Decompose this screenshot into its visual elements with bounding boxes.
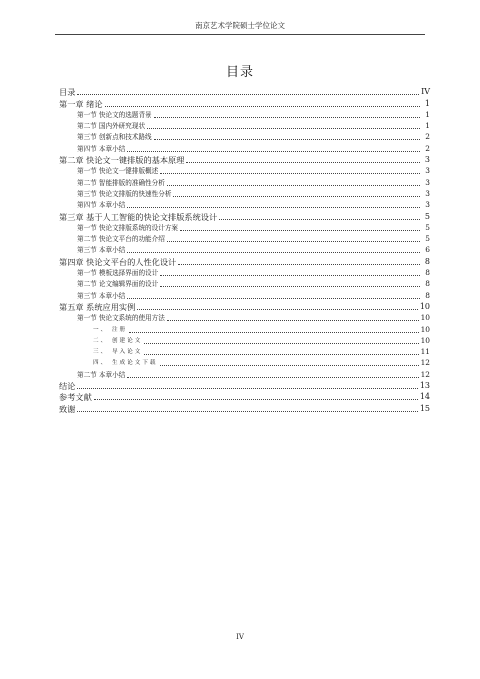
toc-entry[interactable]	[59, 312, 430, 323]
toc-entry-title: 第三节 快论文排版的快速性分析	[77, 189, 172, 198]
toc-entry[interactable]	[59, 233, 430, 244]
toc-entry-page: 3	[425, 177, 430, 187]
dot-leader	[178, 264, 420, 265]
toc-entry-page: 12	[420, 358, 430, 368]
toc-entry-title: 第三节 创新点和技术路线	[77, 133, 152, 142]
toc-entry-page: 5	[424, 211, 430, 221]
toc-entry-page: 10	[419, 301, 430, 311]
dot-leader	[144, 343, 418, 344]
dot-leader	[144, 354, 418, 355]
toc-entry[interactable]	[59, 188, 430, 199]
toc-entry-page: 11	[420, 347, 430, 357]
toc-entry[interactable]	[59, 176, 430, 187]
dot-leader	[105, 106, 420, 107]
toc-entry[interactable]	[59, 244, 430, 255]
toc-entry[interactable]	[59, 120, 430, 131]
dot-leader	[127, 207, 420, 208]
toc-entry[interactable]	[59, 255, 430, 266]
toc-entry-page: 5	[425, 234, 430, 244]
toc-entry-page: 3	[425, 200, 430, 210]
toc-entry-title: 第四章 快论文平台的人性化设计	[59, 256, 177, 267]
dot-leader	[77, 388, 417, 389]
toc-entry-page: 8	[425, 290, 430, 300]
dot-leader	[167, 185, 420, 186]
toc-entry-title: 二、 创建论文	[93, 337, 143, 344]
toc-entry-title: 目录	[59, 87, 76, 98]
toc-entry[interactable]	[59, 289, 430, 300]
toc-entry[interactable]	[59, 357, 430, 368]
toc-entry-title: 第二章 快论文一键排版的基本原理	[59, 155, 185, 166]
dot-leader	[186, 162, 420, 163]
dot-leader	[137, 309, 418, 310]
toc-entry-page: 2	[425, 132, 430, 142]
toc-entry-title: 第一节 快论文排版系统的设计方案	[77, 223, 179, 232]
toc-entry[interactable]	[59, 165, 430, 176]
dot-leader	[160, 275, 420, 276]
toc-entry[interactable]	[59, 368, 430, 379]
toc-entry[interactable]	[59, 301, 430, 312]
toc-entry-title: 第三章 基于人工智能的快论文排版系统设计	[59, 211, 218, 222]
toc-entry-title: 第一节 快论文系统的使用方法	[77, 314, 165, 323]
toc-entry-title: 第一节 快论文的选题背景	[77, 110, 152, 119]
toc-entry-title: 第五章 系统应用实例	[59, 301, 136, 312]
toc-entry[interactable]	[59, 97, 430, 108]
toc-entry-page: 8	[424, 256, 430, 266]
toc-entry-page: 6	[425, 245, 430, 255]
running-header: 南京艺术学院硕士学位论文	[55, 20, 425, 35]
toc-entry-page: 2	[425, 143, 430, 153]
toc-entry-title: 第三节 本章小结	[77, 246, 126, 255]
toc-entry[interactable]	[59, 402, 430, 413]
toc-entry[interactable]	[59, 222, 430, 233]
toc-entry[interactable]	[59, 278, 430, 289]
dot-leader	[77, 411, 417, 412]
dot-leader	[167, 320, 419, 321]
toc-entry-title: 第二节 国内外研究现状	[77, 122, 146, 131]
toc-entry-page: 10	[420, 335, 430, 345]
toc-entry-page: 1	[425, 121, 430, 131]
toc-entry-page: 8	[425, 279, 430, 289]
toc-entry-title: 第二节 快论文平台的功能介绍	[77, 235, 165, 244]
toc-entry[interactable]	[59, 346, 430, 357]
dot-leader	[219, 219, 420, 220]
toc-entry-title: 第三节 本章小结	[77, 291, 126, 300]
dot-leader	[160, 365, 419, 366]
toc-entry-page: 3	[425, 166, 430, 176]
dot-leader	[160, 286, 420, 287]
toc-entry[interactable]	[59, 210, 430, 221]
toc-entry-page: 10	[420, 324, 430, 334]
toc-entry-page: 3	[424, 155, 430, 165]
toc-entry[interactable]	[59, 267, 430, 278]
toc-entry[interactable]	[59, 109, 430, 120]
toc-entry[interactable]	[59, 323, 430, 334]
toc-entry-title: 参考文献	[59, 392, 92, 403]
toc-entry-page: 12	[420, 369, 430, 379]
toc-entry-title: 第一节 快论文一键排版概述	[77, 167, 159, 176]
dot-leader	[180, 230, 420, 231]
toc-entry-title: 第二节 本章小结	[77, 370, 126, 379]
toc-entry[interactable]	[59, 335, 430, 346]
dot-leader	[129, 332, 418, 333]
toc-entry-title: 第一章 绪论	[59, 98, 103, 109]
toc-entry-page: 3	[425, 188, 430, 198]
toc-entry-page: 15	[419, 403, 430, 413]
toc-entry[interactable]	[59, 154, 430, 165]
dot-leader	[127, 252, 420, 253]
toc-entry[interactable]	[59, 142, 430, 153]
table-of-contents	[59, 86, 430, 414]
toc-entry-page: 5	[425, 222, 430, 232]
toc-entry[interactable]	[59, 380, 430, 391]
dot-leader	[154, 117, 420, 118]
dot-leader	[173, 196, 420, 197]
dot-leader	[154, 139, 420, 140]
toc-entry-title: 结论	[59, 381, 76, 392]
toc-entry-page: 13	[419, 381, 430, 391]
page-title: 目录	[225, 65, 254, 80]
dot-leader	[127, 377, 418, 378]
toc-entry-page: 14	[419, 392, 430, 402]
dot-leader	[160, 173, 420, 174]
toc-entry[interactable]	[59, 199, 430, 210]
toc-entry-title: 第一节 模板选择界面的设计	[77, 269, 159, 278]
toc-entry-title: 第二节 智能排版的准确性分析	[77, 178, 165, 187]
toc-entry-page: IV	[421, 87, 430, 97]
dot-leader	[94, 399, 418, 400]
toc-entry-title: 一、 注册	[93, 326, 128, 333]
toc-entry-page: 8	[425, 268, 430, 278]
toc-entry-title: 致谢	[59, 403, 76, 414]
toc-entry-title: 第四节 本章小结	[77, 144, 126, 153]
toc-entry-page: 10	[420, 313, 430, 323]
toc-entry-title: 三、 导入论文	[93, 349, 143, 356]
dot-leader	[167, 241, 420, 242]
toc-entry[interactable]	[59, 131, 430, 142]
toc-entry-title: 四、 生成论文下载	[93, 360, 158, 367]
page-number: IV	[236, 633, 244, 641]
toc-entry-page: 1	[425, 109, 430, 119]
toc-entry-page: 1	[424, 98, 430, 108]
toc-entry-title: 第四节 本章小结	[77, 201, 126, 210]
toc-entry[interactable]	[59, 86, 430, 97]
toc-entry[interactable]	[59, 391, 430, 402]
toc-entry-title: 第二节 论文编辑界面的设计	[77, 280, 159, 289]
dot-leader	[147, 128, 420, 129]
dot-leader	[127, 298, 420, 299]
dot-leader	[127, 151, 420, 152]
dot-leader	[77, 94, 419, 95]
